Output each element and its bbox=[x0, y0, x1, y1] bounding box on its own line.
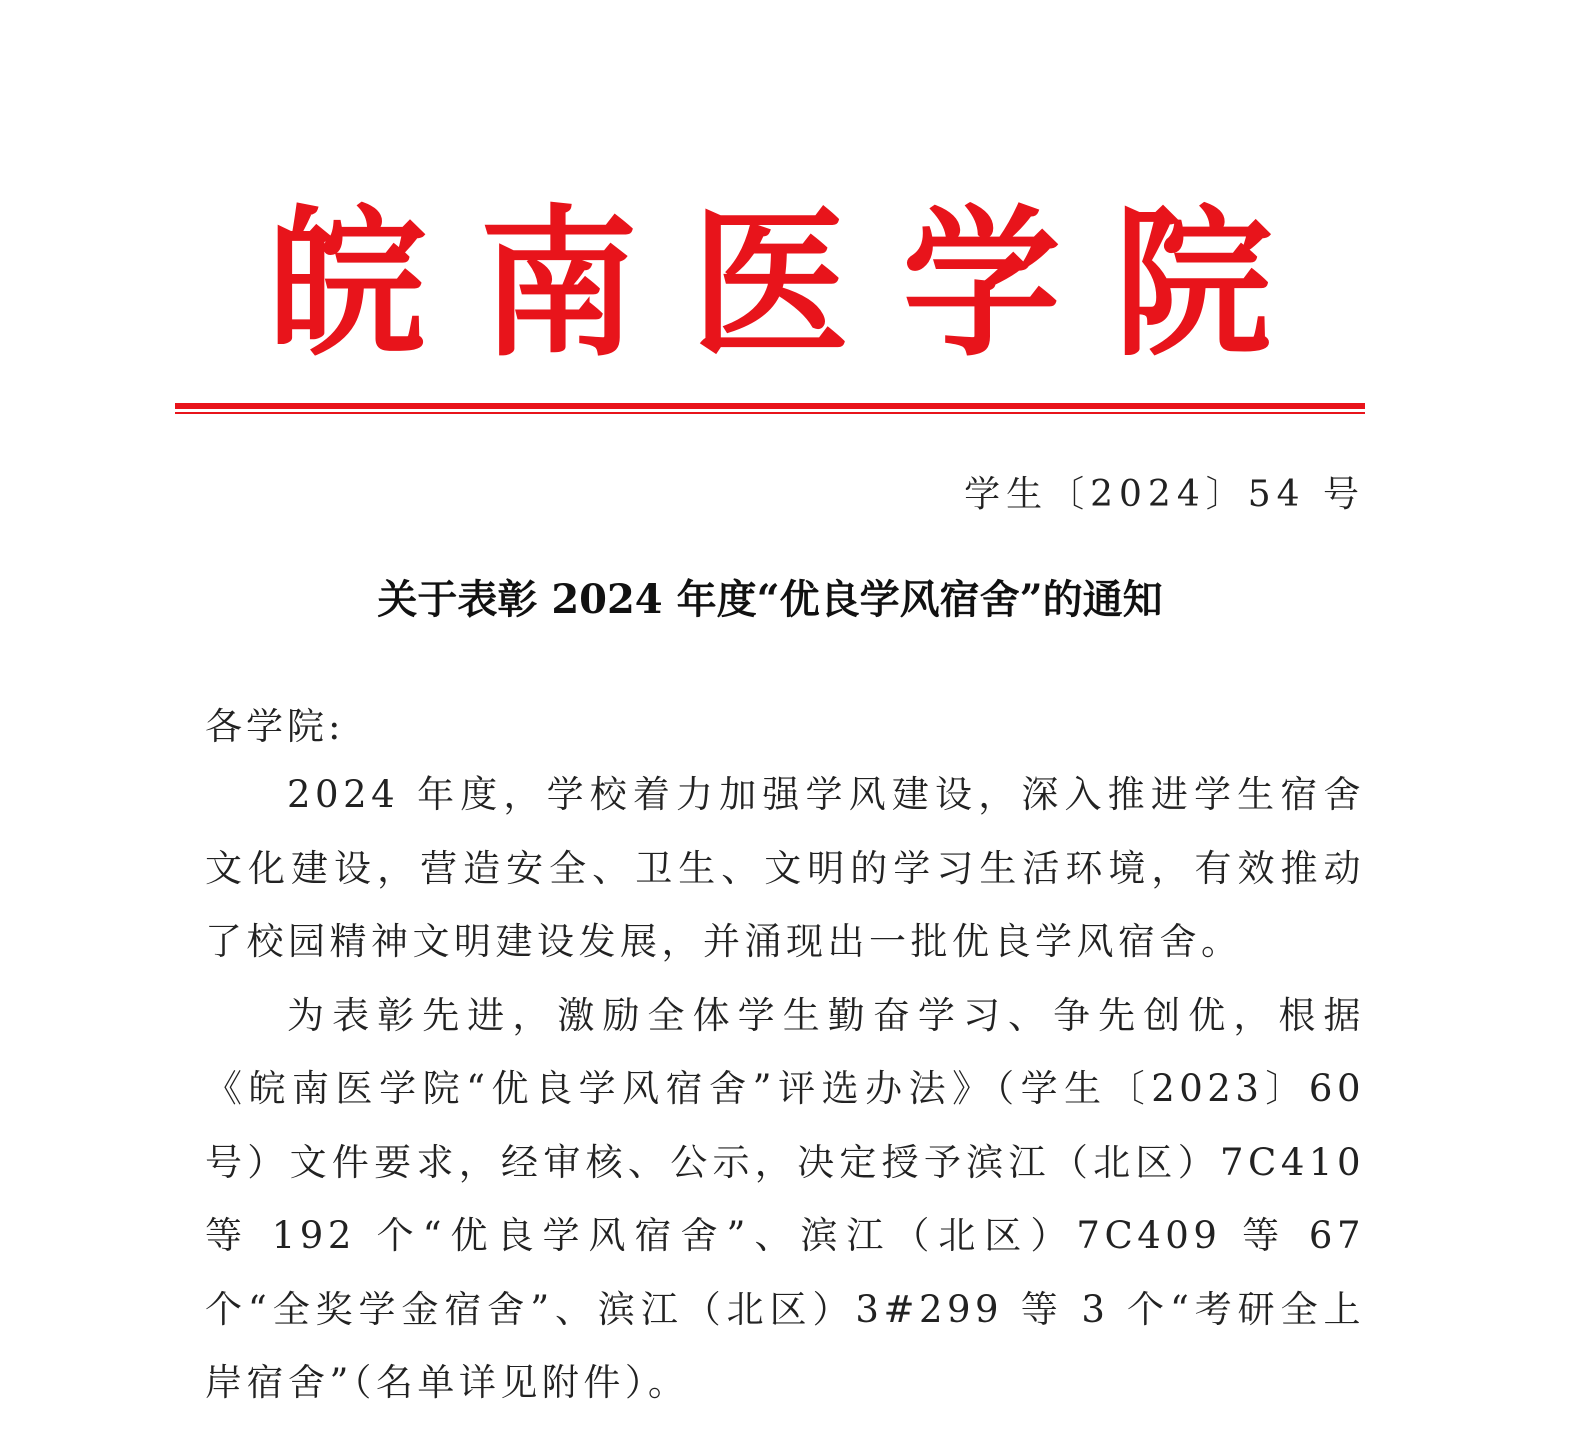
masthead-title bbox=[175, 191, 1365, 379]
salutation: 各学院: bbox=[205, 705, 345, 748]
body-paragraph: 为表彰先进，激励全体学生勤奋学习、争先创优，根据《皖南医学院“优良学风宿舍”评选办法》（学生〔2023〕60 号）文件要求，经审核、公示，决定授予滨江（北区）7C410 等 192 个“优良学风宿舍”、滨江（北区）7C409 等 67 个“全奖学金宿舍”、滨江（北区）3#299 等 3 个“考研全上岸宿舍”（名单详见附件）。 bbox=[205, 993, 1365, 1404]
masthead-char: 医 bbox=[691, 191, 849, 379]
document-number: 学生〔2024〕54 号 bbox=[964, 474, 1365, 515]
document-body bbox=[205, 758, 1365, 1420]
masthead-char: 学 bbox=[902, 191, 1061, 379]
masthead-char: 院 bbox=[1114, 191, 1272, 379]
masthead-char: 皖 bbox=[268, 191, 426, 379]
masthead-divider-thick bbox=[175, 403, 1365, 409]
masthead-divider-thin bbox=[175, 412, 1365, 414]
body-paragraph: 2024 年度，学校着力加强学风建设，深入推进学生宿舍文化建设，营造安全、卫生、文明的学习生活环境，有效推动了校园精神文明建设发展，并涌现出一批优良学风宿舍。 bbox=[205, 773, 1365, 963]
document-title: 关于表彰 2024 年度“优良学风宿舍”的通知 bbox=[377, 576, 1163, 623]
masthead-char: 南 bbox=[479, 191, 638, 379]
